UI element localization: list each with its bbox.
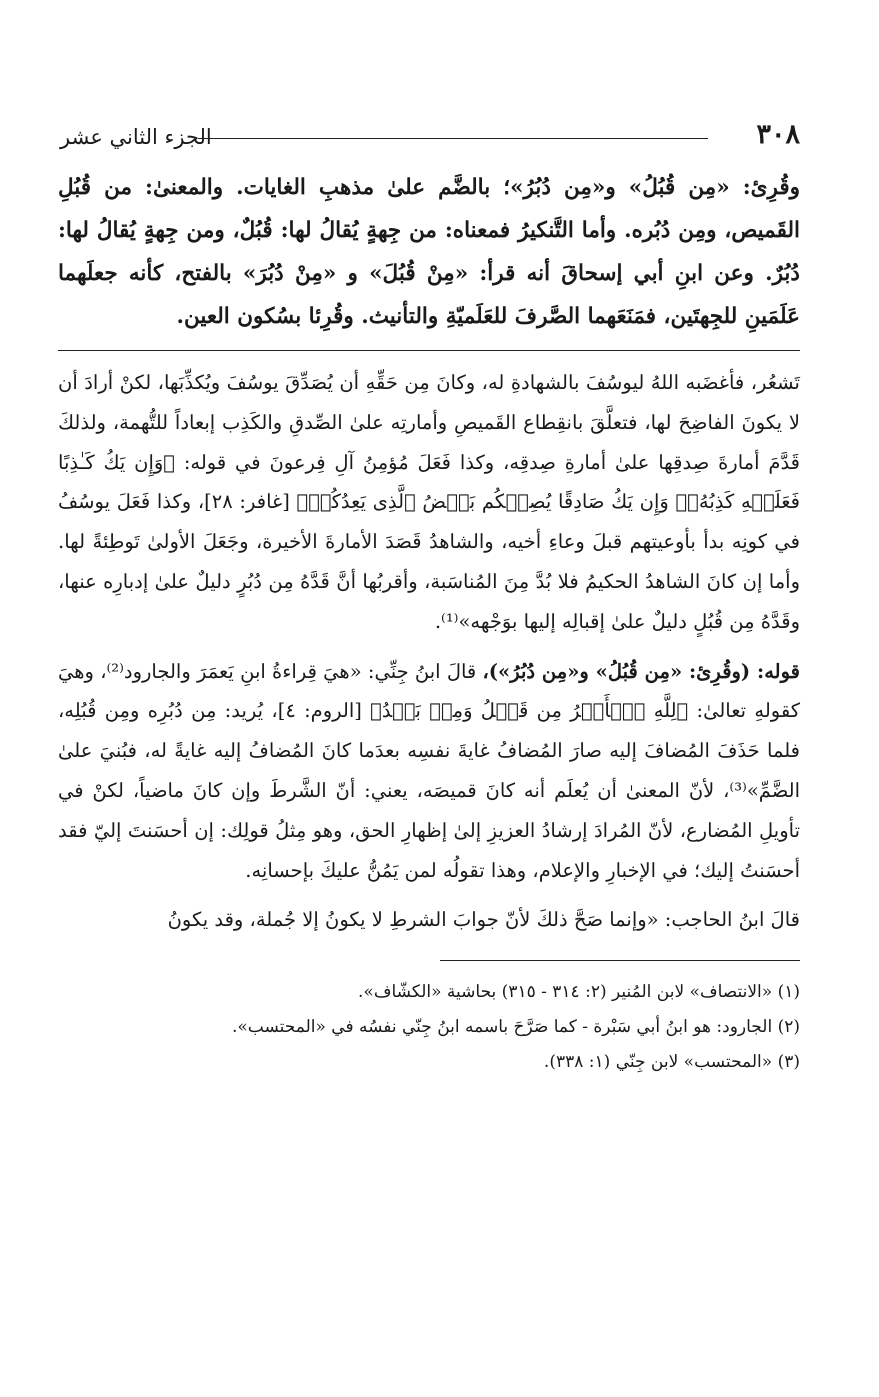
page-header	[58, 118, 800, 156]
footnote-1: (١) «الانتصاف» لابن المُنير (٢: ٣١٤ - ٣١٥) بحاشية «الكشّاف».	[358, 982, 800, 1003]
commentary-paragraph-2-body: قالَ ابنُ جِنِّي: «هيَ قِراءةُ ابنِ يَعمَرَ والجارود⁽²⁾، وهيَ كقولهِ تعالىٰ: ﴿لِلَّهِ ٱلۡأَمۡرُ مِن قَبۡلُ وَمِنۢ بَعۡدُ﴾ [الروم: ٤]، يُريد: مِن دُبُرِه ومِن قُبُلِه، فلما حَذَفَ المُضافَ إليه صارَ المُضافُ غايةَ نفسِه بعدَما كانَ المُضافُ إليه غايةً له، فبُنيَ علىٰ الضَّمِّ»⁽³⁾، لأنّ المعنىٰ أن يُعلَم أنه كانَ قميصَه، يعني: أنّ الشَّرطَ وإن كانَ ماضياً، لكنْ في تأويلِ المُضارع، لأنّ المُرادَ إرشادُ العزيزِ إلىٰ إظهارِ الحق، وهو مِثلُ قولِك: إن أحسَنتَ إليّ فقد أحسَنتُ إليك؛ في الإخبارِ والإعلام، وهذا تقولُه لمن يَمُنُّ عليكَ بإحسانِه.	[58, 659, 801, 882]
main-text	[58, 166, 800, 338]
running-title: الجزء الثاني عشر	[60, 125, 212, 149]
book-page	[58, 118, 800, 1080]
page-number: ٣٠٨	[756, 119, 800, 150]
text-divider	[58, 350, 800, 351]
footnote-2: (٢) الجارود: هو ابنُ أبي سَبْرة - كما صَرَّحَ باسمه ابنُ جِنّي نفسُه في «المحتسب».	[231, 1017, 800, 1038]
main-text-paragraph: وقُرِئ: «مِن قُبُلُ» و«مِن دُبُرُ»؛ بالضَّم علىٰ مذهبِ الغايات. والمعنىٰ: من قُبُلِ القَميص، ومِن دُبُره. وأما التَّنكيرُ فمعناه: من جِهةٍ يُقالُ لها: قُبُلٌ، ومن جِهةٍ يُقالُ لها: دُبُرٌ. وعن ابنِ أبي إسحاقَ أنه قرأ: «مِنْ قُبُلَ» و «مِنْ دُبُرَ» بالفتح، كأنه جعلَهما عَلَمَينِ للجِهتَين، فمَنَعَهما الصَّرفَ للعَلَميّةِ والتأنيث. وقُرِئا بسُكون العين.	[58, 175, 800, 329]
commentary	[58, 363, 800, 940]
footnote-rule	[440, 960, 800, 961]
commentary-paragraph-1: تَشعُر، فأغضَبه اللهُ ليوسُفَ بالشهادةِ له، وكانَ مِن حَقِّهِ أن يُصَدِّقَ يوسُفَ ويُكذِّبَها، لكنْ أرادَ أن لا يكونَ الفاضِحَ لها، فتعلَّقَ بانقِطاع القَميصِ وأمارتِه علىٰ الصِّدقِ والكَذِب إبعاداً للتُّهمة، ولذلكَ قَدَّمَ أمارةَ صِدقِها علىٰ أمارةِ صِدقِه، وكذا فَعَلَ مُؤمِنُ آلِ فِرعونَ في قوله: ﴿وَإِن يَكُ كَـٰذِبًا فَعَلَيۡهِ كَذِبُهُۥۖ وَإِن يَكُ صَادِقًا يُصِبۡكُم بَعۡضُ ٱلَّذِى يَعِدُكُمۡ﴾ [غافر: ٢٨]، وكذا فَعَلَ يوسُفُ في كونِه بدأ بأوعيتهم قبلَ وعاءِ أخيه، والشاهدُ قَصَدَ الأمارةَ الأخيرة، وجَعَلَ الأولىٰ تَوطِئةً لها. وأما إن كانَ الشاهدُ الحكيمُ فلا بُدَّ مِنَ المُناسَبة، وأقربُها أنَّ قَدَّهُ مِن دُبُرٍ دليلٌ علىٰ إدبارِه عنها، وقَدَّهُ مِن قُبُلٍ دليلٌ علىٰ إقبالِه إليها بوَجْهه»⁽¹⁾.	[58, 371, 800, 633]
footnote-3: (٣) «المحتسب» لابن جِنّي (١: ٣٣٨).	[543, 1052, 800, 1073]
commentary-paragraph-2	[58, 652, 800, 891]
header-rule	[198, 138, 708, 139]
quoted-phrase: قوله: (وقُرِئ: «مِن قُبُلُ» و«مِن دُبُرُ»)،	[482, 659, 800, 683]
commentary-paragraph-3: قالَ ابنُ الحاجب: «وإنما صَحَّ ذلكَ لأنّ جوابَ الشرطِ لا يكونُ إلا جُملة، وقد يكونُ	[167, 908, 800, 932]
footnotes	[58, 975, 800, 1080]
